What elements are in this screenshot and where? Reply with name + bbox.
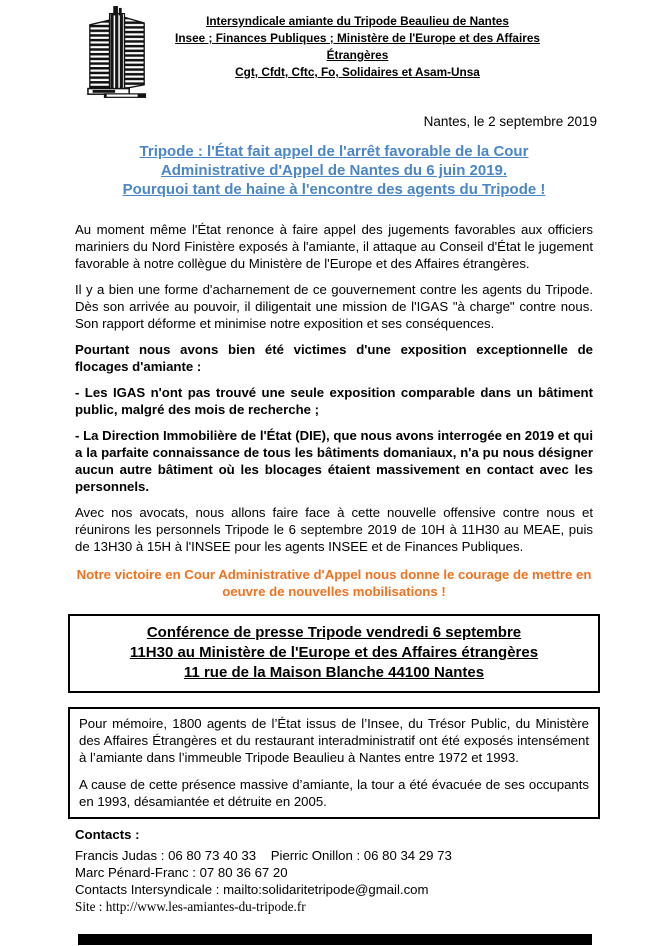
paragraph-appel-etat: Au moment même l'État renonce à faire appel des jugements favorables aux officiers mariniers du Nord Finistère exposés à l'amiante, il attaque au Conseil d'État le jugement favorable à notre collègue du Ministère de l'Europe et des Affaires étrangères. [75,222,593,271]
footer-bar [78,934,592,945]
body-text [75,221,593,600]
contact-line-email: Contacts Intersyndicale : mailto:solidaritetripode@gmail.com [75,882,429,897]
paragraph-victimes-exposition: Pourtant nous avons bien été victimes d'une exposition exceptionnelle de flocages d'amiante : [75,342,593,374]
org-line-2: Insee ; Finances Publiques ; Ministère de l'Europe et des Affaires Étrangères [175,31,540,62]
tripode-building-logo-icon [87,6,147,98]
memo-paragraph-evacuation: A cause de cette présence massive d’amiante, la tour a été évacuée de ses occupants en 1993, désamiantée et détruite en 2005. [79,777,589,809]
title-line-1: Tripode : l'État fait appel de l'arrêt favorable de la Cour [139,143,529,160]
contacts-section [75,826,593,915]
conference-line-3: 11 rue de la Maison Blanche 44100 Nantes [183,664,485,681]
org-line-1: Intersyndicale amiante du Tripode Beaulieu de Nantes [206,14,509,28]
press-conference-box [68,614,600,693]
org-line-3: Cgt, Cfdt, Cftc, Fo, Solidaires et Asam-Unsa [235,65,480,79]
contact-line-website: Site : http://www.les-amiantes-du-tripode.fr [75,899,306,914]
paragraph-victoire-highlight: Notre victoire en Cour Administrative d'Appel nous donne le courage de mettre en oeuvre de nouvelles mobilisations ! [76,567,592,599]
memo-paragraph-exposition: Pour mémoire, 1800 agents de l’État issus de l’Insee, du Trésor Public, du Ministère des Affaires Étrangères et du restaurant interadministratif ont été exposés intensément à l’amiante dans l’immeuble Tripode Beaulieu à Nantes entre 1972 et 1993. [79,716,589,765]
document-title [70,142,598,199]
paragraph-avocats-reunions: Avec nos avocats, nous allons faire face à cette nouvelle offensive contre nous et réunirons les personnels Tripode le 6 septembre 2019 de 10H à 11H30 au MEAE, puis de 13H30 à 15H à l'INSEE pour les agents INSEE et de Finances Publiques. [75,505,593,554]
org-title-block [147,6,668,81]
paragraph-acharnement: Il y a bien une forme d'acharnement de ce gouvernement contre les agents du Tripode. Dès son arrivée au pouvoir, il diligentait une mission de l'IGAS "à charge" contre nous. Son rapport déforme et minimise notre exposition et ses conséquences. [75,282,593,331]
conference-line-2: 11H30 au Ministère de l'Europe et des Affaires étrangères [129,644,539,661]
title-line-2: Administrative d'Appel de Nantes du 6 juin 2019. [160,162,508,179]
memo-box [68,707,600,819]
contact-line-phones-1: Francis Judas : 06 80 73 40 33 Pierric Onillon : 06 80 34 29 73 [75,848,452,863]
date-line: Nantes, le 2 septembre 2019 [423,114,597,129]
bullet-igas: - Les IGAS n'ont pas trouvé une seule exposition comparable dans un bâtiment public, malgré des mois de recherche ; [75,385,593,417]
contact-line-phones-2: Marc Pénard-Franc : 07 80 36 67 20 [75,865,288,880]
conference-line-1: Conférence de presse Tripode vendredi 6 septembre [146,624,522,641]
title-line-3: Pourquoi tant de haine à l'encontre des agents du Tripode ! [122,181,546,198]
bullet-die: - La Direction Immobilière de l'État (DIE), que nous avons interrogée en 2019 et qui a la parfaite connaissance de tous les bâtiments domaniaux, n'a pu nous désigner aucun autre bâtiment où les blocages étaient massivement en contact avec les personnels. [75,428,593,494]
header [0,0,668,98]
contacts-heading: Contacts : [75,827,140,842]
